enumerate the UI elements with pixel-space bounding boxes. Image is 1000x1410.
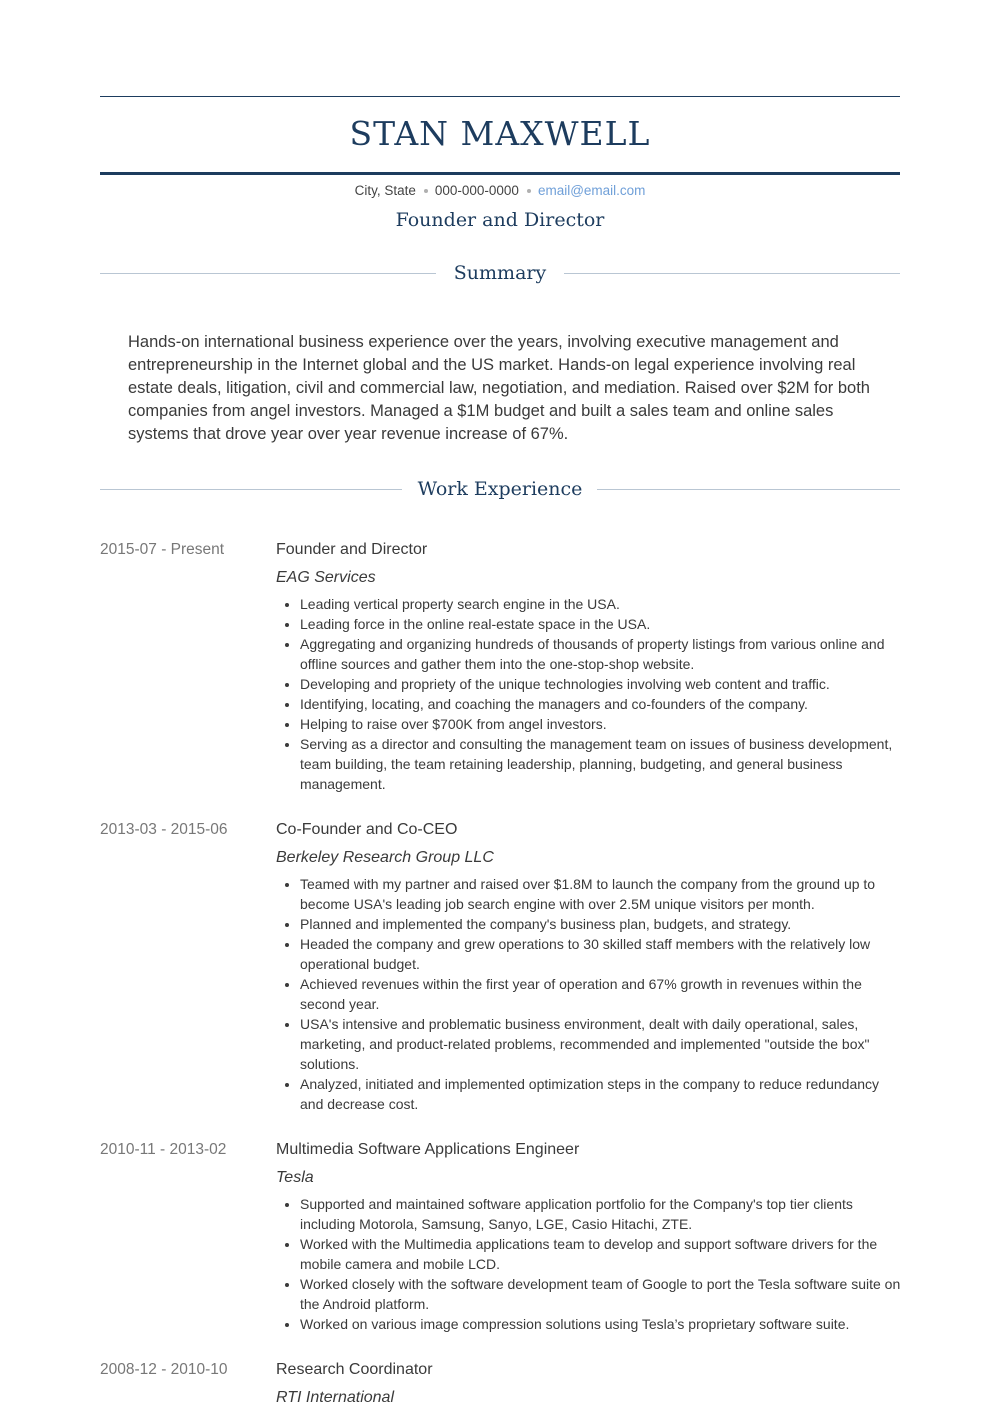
job-bullet-list <box>276 874 902 1114</box>
header-top-rule <box>100 96 900 97</box>
job-bullet: • Supported and maintained software application portfolio for the Company's top tier clients including Motorola, Samsung, Sanyo, LGE, Casio Hitachi, ZTE. <box>300 1194 902 1234</box>
job-company: Berkeley Research Group LLC <box>276 849 494 866</box>
experience-title: Work Experience <box>417 478 583 500</box>
job-dates: 2015-07 - Present <box>100 541 225 558</box>
job-title: Research Coordinator <box>276 1361 433 1378</box>
summary-text: Hands-on international business experience over the years, involving executive management and entrepreneurship in the Internet global and the US market. Hands-on legal experience involving real estate deals, litigation, civil and commercial law, negotiation, and mediation. Raised over $2M for both companies from angel investors. Managed a $1M budget and built a sales team and online sales systems that drove year over year revenue increase of 67%. <box>128 333 870 443</box>
summary-title: Summary <box>453 262 547 284</box>
job-bullet: • Helping to raise over $700K from angel investors. <box>300 714 902 734</box>
job-bullet: • Achieved revenues within the first year of operation and 67% growth in revenues within the second year. <box>300 974 902 1014</box>
location-text: City, State <box>354 183 416 198</box>
separator-dot-icon <box>424 189 428 193</box>
job-bullet: • Leading force in the online real-estate space in the USA. <box>300 614 902 634</box>
job-bullet: • Teamed with my partner and raised over $1.8M to launch the company from the ground up to become USA's leading job search engine with over 2.5M unique visitors per month. <box>300 874 902 914</box>
job-title: Founder and Director <box>276 541 428 558</box>
job-company: Tesla <box>276 1169 314 1186</box>
job-body <box>276 1139 902 1334</box>
experience-section-heading <box>100 475 900 505</box>
job-bullet: • Serving as a director and consulting the management team on issues of business development, team building, the team retaining leadership, planning, budgeting, and general business management. <box>300 734 902 794</box>
job-title: Co-Founder and Co-CEO <box>276 821 458 838</box>
job-company: RTI International <box>276 1389 394 1406</box>
job-company: EAG Services <box>276 569 376 586</box>
job-bullet: • Leading vertical property search engine in the USA. <box>300 594 902 614</box>
job-bullet-list <box>276 594 902 794</box>
candidate-name: STAN MAXWELL <box>349 114 651 153</box>
phone-text: 000-000-0000 <box>434 183 519 198</box>
job-bullet-list <box>276 1194 902 1334</box>
separator-dot-icon <box>527 189 531 193</box>
summary-section-heading <box>100 259 900 289</box>
job-bullet: • Planned and implemented the company's business plan, budgets, and strategy. <box>300 914 902 934</box>
job-dates: 2013-03 - 2015-06 <box>100 821 228 838</box>
contact-line <box>100 182 900 200</box>
job-title: Multimedia Software Applications Engineer <box>276 1141 580 1158</box>
job-bullet: • Worked closely with the software development team of Google to port the Tesla software suite on the Android platform. <box>300 1274 902 1314</box>
job-bullet: • Aggregating and organizing hundreds of thousands of property listings from various online and offline sources and gather them into the one-stop-shop website. <box>300 634 902 674</box>
job-bullet: • Analyzed, initiated and implemented optimization steps in the company to reduce redundancy and decrease cost. <box>300 1074 902 1114</box>
job-body <box>276 1359 902 1409</box>
job-dates: 2010-11 - 2013-02 <box>100 1141 227 1158</box>
email-link[interactable]: email@email.com <box>537 183 646 198</box>
header-bottom-rule <box>100 172 900 175</box>
job-bullet: • Worked with the Multimedia applications team to develop and support software drivers for the mobile camera and mobile LCD. <box>300 1234 902 1274</box>
job-dates: 2008-12 - 2010-10 <box>100 1361 228 1378</box>
job-bullet: • Headed the company and grew operations to 30 skilled staff members with the relatively low operational budget. <box>300 934 902 974</box>
headline: Founder and Director <box>395 209 605 231</box>
job-bullet: • Worked on various image compression solutions using Tesla’s proprietary software suite. <box>300 1314 902 1334</box>
job-body <box>276 819 902 1114</box>
job-bullet: • Developing and propriety of the unique technologies involving web content and traffic. <box>300 674 902 694</box>
job-bullet: • Identifying, locating, and coaching the managers and co-founders of the company. <box>300 694 902 714</box>
job-body <box>276 539 902 794</box>
job-bullet: • USA's intensive and problematic business environment, dealt with daily operational, sales, marketing, and product-related problems, recommended and implemented "outside the box" solutions. <box>300 1014 902 1074</box>
